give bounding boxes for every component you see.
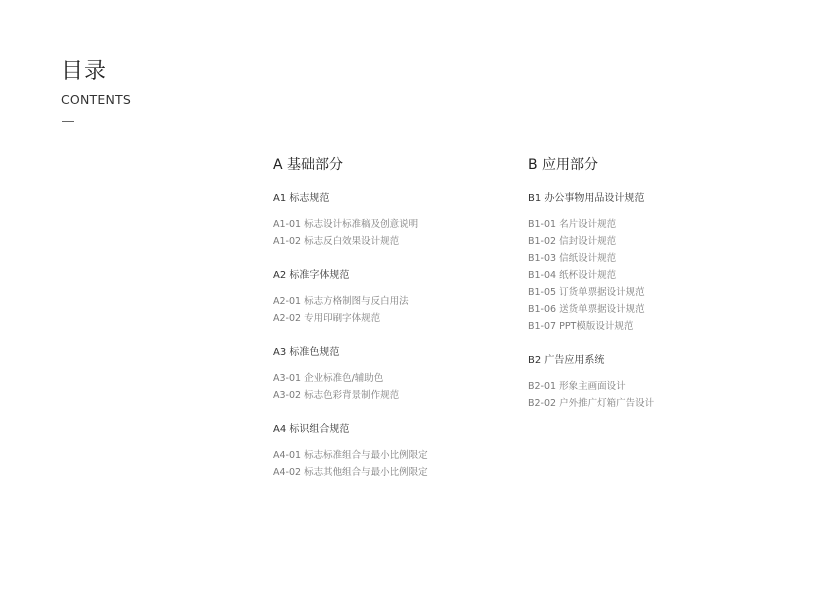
toc-item[interactable]: A1-01 标志设计标准稿及创意说明 xyxy=(273,219,419,230)
toc-item[interactable]: B2-01 形象主画面设计 xyxy=(528,381,626,392)
section-title[interactable]: B1 办公事物用品设计规范 xyxy=(528,193,645,204)
title-divider xyxy=(62,121,74,122)
column-title: B 应用部分 xyxy=(528,157,599,173)
toc-section xyxy=(273,346,523,404)
section-title[interactable]: A4 标识组合规范 xyxy=(273,424,350,435)
toc-column-b xyxy=(528,155,778,431)
toc-item[interactable]: A2-02 专用印刷字体规范 xyxy=(273,313,381,324)
toc-section xyxy=(528,192,778,335)
toc-section xyxy=(273,269,523,327)
toc-item[interactable]: B1-01 名片设计规范 xyxy=(528,219,617,230)
toc-section xyxy=(273,423,523,481)
section-title[interactable]: A2 标准字体规范 xyxy=(273,270,350,281)
toc-item[interactable]: B1-05 订货单票据设计规范 xyxy=(528,287,645,298)
toc-item[interactable]: B1-06 送货单票据设计规范 xyxy=(528,304,645,315)
toc-item[interactable]: A1-02 标志反白效果设计规范 xyxy=(273,236,400,247)
toc-item[interactable]: A2-01 标志方格制图与反白用法 xyxy=(273,296,409,307)
page-title: 目录 xyxy=(61,59,108,84)
toc-item[interactable]: A3-02 标志色彩背景制作规范 xyxy=(273,390,400,401)
toc-item[interactable]: A4-01 标志标准组合与最小比例限定 xyxy=(273,450,428,461)
toc-item[interactable]: B1-07 PPT模版设计规范 xyxy=(528,321,634,332)
section-title[interactable]: B2 广告应用系统 xyxy=(528,355,605,366)
toc-item[interactable]: B1-03 信纸设计规范 xyxy=(528,253,617,264)
section-title[interactable]: A1 标志规范 xyxy=(273,193,330,204)
toc-item[interactable]: A3-01 企业标准色/辅助色 xyxy=(273,373,384,384)
toc-section xyxy=(528,354,778,412)
toc-column-a xyxy=(273,155,523,500)
section-title[interactable]: A3 标准色规范 xyxy=(273,347,340,358)
toc-section xyxy=(273,192,523,250)
toc-item[interactable]: B1-02 信封设计规范 xyxy=(528,236,617,247)
toc-item[interactable]: B2-02 户外推广灯箱广告设计 xyxy=(528,398,655,409)
column-title: A 基础部分 xyxy=(273,157,344,173)
toc-item[interactable]: B1-04 纸杯设计规范 xyxy=(528,270,617,281)
page-subtitle: CONTENTS xyxy=(61,92,131,107)
toc-item[interactable]: A4-02 标志其他组合与最小比例限定 xyxy=(273,467,428,478)
